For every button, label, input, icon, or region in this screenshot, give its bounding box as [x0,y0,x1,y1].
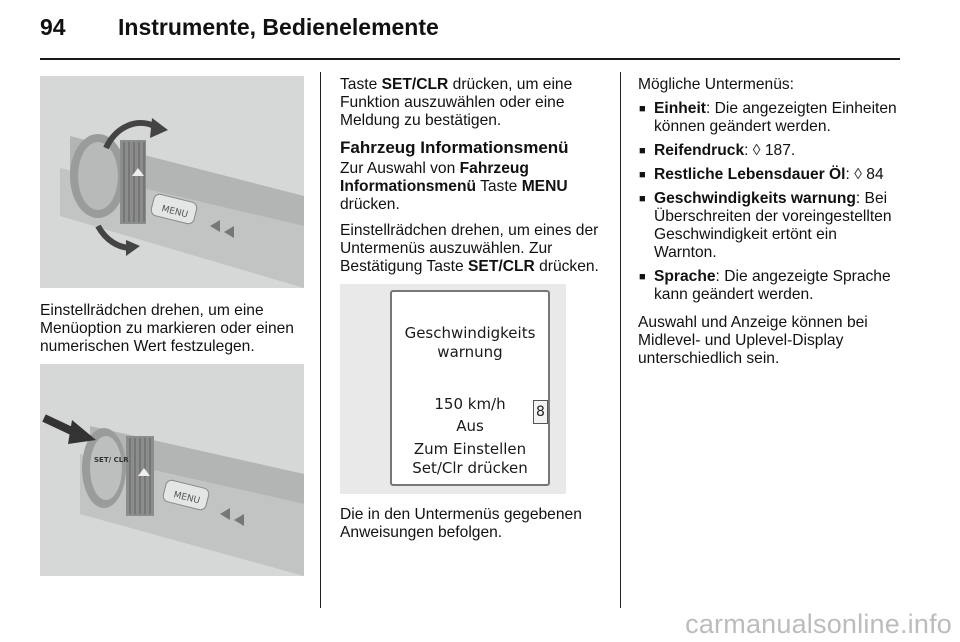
paragraph-set-clr: Taste SET/CLR drücken, um eine Funktion auszuwählen oder eine Meldung zu bestätigen. [340,76,573,129]
paragraph-menu: Zur Auswahl von Fahrzeug Informationsmenü Taste MENU drücken. [340,160,568,213]
fig-setclr-label: SET/ CLR [94,456,129,464]
page-title: Instrumente, Bedienelemente [118,14,439,40]
figure-thumbwheel-rotate [40,76,304,288]
list-item: ■ Restliche Lebensdauer Öl: ◊ 84 [639,166,884,183]
list-item: ■ Einheit: Die angezeigten Einheiten können geändert werden. [639,100,897,135]
fig-menu-label-2: MENU [172,490,201,507]
column-middle [340,76,605,550]
column-separator-1 [320,72,321,608]
section-heading: Fahrzeug Informationsmenü [340,138,569,157]
paragraph-follow-instructions: Die in den Untermenüs gegebenen Anweisungen befolgen. [340,506,582,541]
fig-menu-label: MENU [160,204,189,221]
page-number: 94 [40,14,66,40]
list-item: ■ Sprache: Die angezeigte Sprache kann geändert werden. [639,268,891,303]
page-ref-icon: ◊ [752,142,761,159]
header-rule [40,58,900,60]
column-left [40,76,304,576]
list-item: ■ Reifendruck: ◊ 187. [639,142,796,159]
column-separator-2 [620,72,621,608]
submenu-outro: Auswahl und Anzeige können bei Midlevel- und Uplevel-Display unterschiedlich sein. [638,314,868,367]
list-item: ■ Geschwindigkeits warnung: Bei Überschreiten der voreingestellten Geschwindigkeit ertönt ein Warnton. [639,190,892,261]
figure-set-clr-press [40,364,304,576]
display-page-badge: 8 [533,400,548,424]
display-speed-value: 150 km/h [434,395,506,413]
display-instruction: Zum Einstellen Set/Clr drücken [412,440,528,477]
display-figure [340,284,566,494]
display-title: Geschwindigkeits warnung [404,324,536,361]
figure-caption-1: Einstellrädchen drehen, um eine Menüoption zu markieren oder einen numerischen Wert festzulegen. [40,302,294,355]
page-ref-icon: ◊ [854,166,862,183]
column-right [638,76,900,376]
page-header [40,14,900,46]
display-state-value: Aus [456,417,484,435]
submenu-intro: Mögliche Untermenüs: [638,76,795,93]
watermark: carmanualsonline.info [685,609,952,639]
info-display [390,290,550,486]
paragraph-submenu: Einstellrädchen drehen, um eines der Untermenüs auszuwählen. Zur Bestätigung Taste SET/CLR drücken. [340,222,599,275]
submenu-list [638,100,900,304]
